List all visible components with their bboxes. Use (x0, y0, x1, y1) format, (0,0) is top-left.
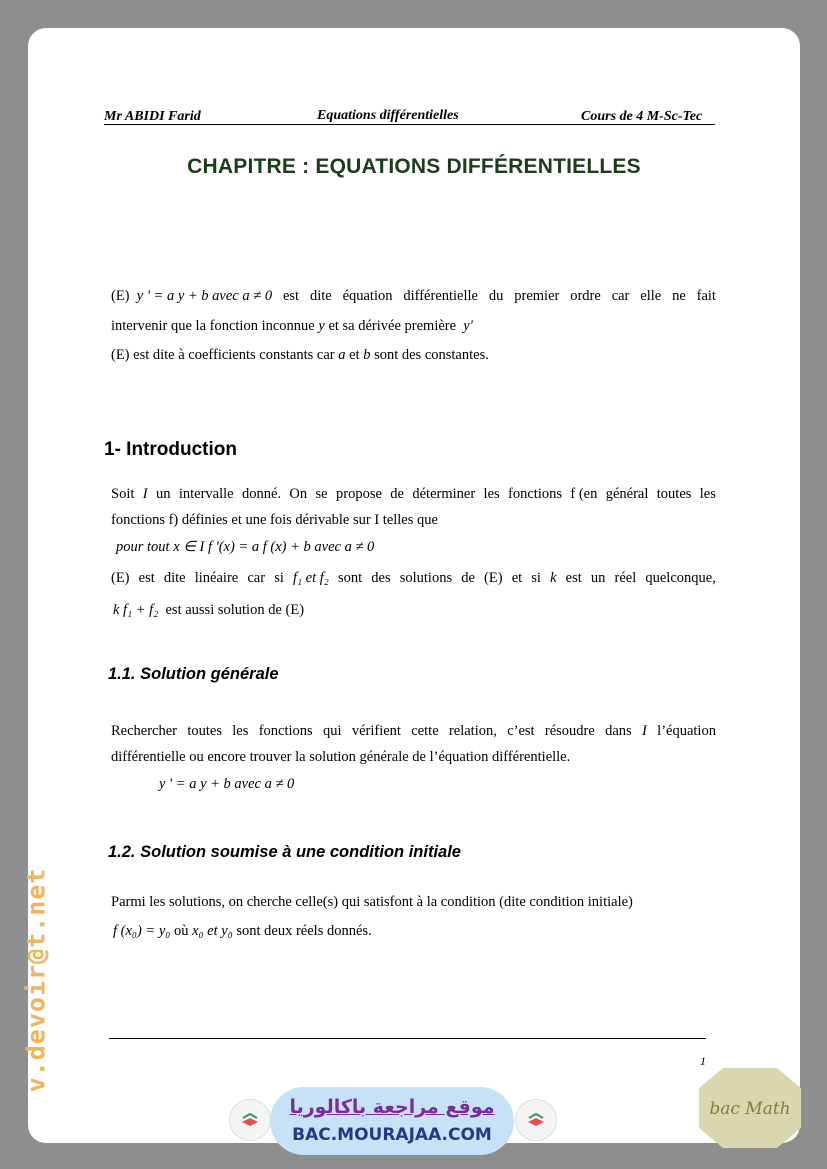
header-rule (104, 124, 715, 125)
formula: k f₁ + f₂ (113, 602, 159, 618)
banner-arabic: موقع مراجعة باكالوريا (289, 1096, 495, 1118)
page-number: 1 (700, 1054, 706, 1068)
intro-eq (111, 289, 272, 304)
w: I (142, 486, 148, 502)
w: car (247, 570, 266, 586)
var-y: y (318, 318, 325, 334)
w: si (531, 570, 541, 586)
text: intervenir que la fonction inconnue (111, 318, 315, 334)
w: On (289, 486, 308, 502)
watermark-text: v.devoir@t.net (21, 867, 51, 1093)
s1-line-2: fonctions f) définies et une fois dérivable sur I telles que (111, 512, 438, 528)
s12-line-2 (113, 924, 372, 939)
w9: ne (672, 288, 686, 304)
w: est (138, 570, 155, 586)
text: où (173, 923, 189, 939)
text: sont des constantes. (374, 347, 489, 363)
w: cette (411, 723, 439, 739)
text: sont deux réels donnés. (236, 923, 372, 939)
w: vérifient (351, 723, 401, 739)
w: de (461, 570, 475, 586)
vars: x₀ et y₀ (192, 923, 233, 939)
eq-formula: y ' = a y + b avec a ≠ 0 (136, 288, 273, 304)
w: solutions (399, 570, 453, 586)
w: général (605, 486, 649, 502)
s11-line-2: différentielle ou encore trouver la solution générale de l’équation différentielle. (111, 749, 571, 765)
w: les (483, 486, 500, 502)
text: et sa dérivée première (328, 318, 457, 334)
w: relation, (448, 723, 497, 739)
s1-line-1 (111, 487, 716, 502)
w: un (155, 486, 171, 502)
w: les (232, 723, 249, 739)
w: (E) (484, 570, 503, 586)
octagon-shape (697, 1066, 803, 1150)
intro-line-3 (111, 348, 489, 363)
w10: fait (696, 288, 716, 304)
w2: équation (342, 288, 393, 304)
w: des (371, 570, 391, 586)
eq-name: (E) (111, 347, 130, 363)
w5: premier (514, 288, 560, 304)
book-icon (230, 1100, 270, 1140)
w: donné. (241, 486, 282, 502)
book-icon (516, 1100, 556, 1140)
text: et (349, 347, 360, 363)
w: l’équation (657, 723, 716, 739)
banner-latin: BAC.MOURAJAA.COM (292, 1125, 492, 1145)
w: sont (337, 570, 363, 586)
w: Soit (111, 486, 135, 502)
w: I (642, 723, 647, 739)
var-b: b (363, 347, 371, 363)
w: se (315, 486, 328, 502)
s11-formula: y ' = a y + b avec a ≠ 0 (159, 776, 295, 792)
w: c’est (507, 723, 535, 739)
s1-line-3 (111, 571, 716, 586)
footer-rule (109, 1038, 706, 1039)
w: f₁ et f₂ (292, 570, 329, 586)
w: réel (614, 570, 637, 586)
w0: est (282, 288, 300, 304)
watermark (6, 860, 66, 1100)
s12-line-1: Parmi les solutions, on cherche celle(s) qui satisfont à la condition (dite condition initiale) (111, 894, 633, 910)
intro-line-1 (111, 289, 716, 304)
w: les (699, 486, 716, 502)
eq-name: (E) (111, 288, 130, 304)
w: déterminer (412, 486, 476, 502)
badge-text: bac Math (709, 1099, 791, 1119)
w: k (550, 570, 557, 586)
section-1-1-title: 1.1. Solution générale (108, 665, 279, 683)
header-course: Cours de 4 M-Sc-Tec (581, 109, 703, 124)
w: f (en (570, 486, 598, 502)
s1-formula: pour tout x ∈ I f '(x) = a f (x) + b avec a ≠ 0 (116, 539, 375, 555)
w: et (511, 570, 523, 586)
header-author: Mr ABIDI Farid (104, 109, 201, 124)
w: (E) (111, 570, 130, 586)
w: résoudre (544, 723, 595, 739)
w: de (390, 486, 404, 502)
text: est dite à coefficients constants car (133, 347, 335, 363)
w: propose (336, 486, 382, 502)
intro-line-2 (111, 319, 473, 334)
header-subject: Equations différentielles (317, 108, 459, 123)
s11-line-1 (111, 724, 716, 739)
w7: car (611, 288, 630, 304)
var-a: a (338, 347, 346, 363)
w: dite (163, 570, 186, 586)
logo-icon-right (515, 1099, 557, 1141)
document-page (28, 28, 800, 1143)
w: toutes (656, 486, 692, 502)
formula: f (x₀) = y₀ (113, 923, 171, 939)
s1-line-4 (113, 603, 304, 618)
w: si (274, 570, 284, 586)
var-yprime: y′ (463, 318, 473, 334)
w: qui (322, 723, 342, 739)
chapter-title: CHAPITRE : EQUATIONS DIFFÉRENTIELLES (187, 155, 641, 178)
w: fonctions (508, 486, 562, 502)
w: Rechercher (111, 723, 178, 739)
w: intervalle (178, 486, 234, 502)
w: fonctions (258, 723, 313, 739)
w: un (590, 570, 606, 586)
w3: différentielle (403, 288, 478, 304)
w1: dite (309, 288, 332, 304)
w: est (565, 570, 582, 586)
site-banner[interactable] (270, 1087, 514, 1155)
w4: du (488, 288, 504, 304)
w6: ordre (570, 288, 601, 304)
w: quelconque, (645, 570, 716, 586)
w: dans (605, 723, 632, 739)
logo-icon (229, 1099, 271, 1141)
w8: elle (640, 288, 662, 304)
section-1-title: 1- Introduction (104, 439, 237, 460)
w: linéaire (194, 570, 239, 586)
text: est aussi solution de (E) (165, 602, 305, 618)
bac-math-badge (697, 1066, 803, 1150)
section-1-2-title: 1.2. Solution soumise à une condition initiale (108, 843, 461, 861)
w: toutes (187, 723, 222, 739)
